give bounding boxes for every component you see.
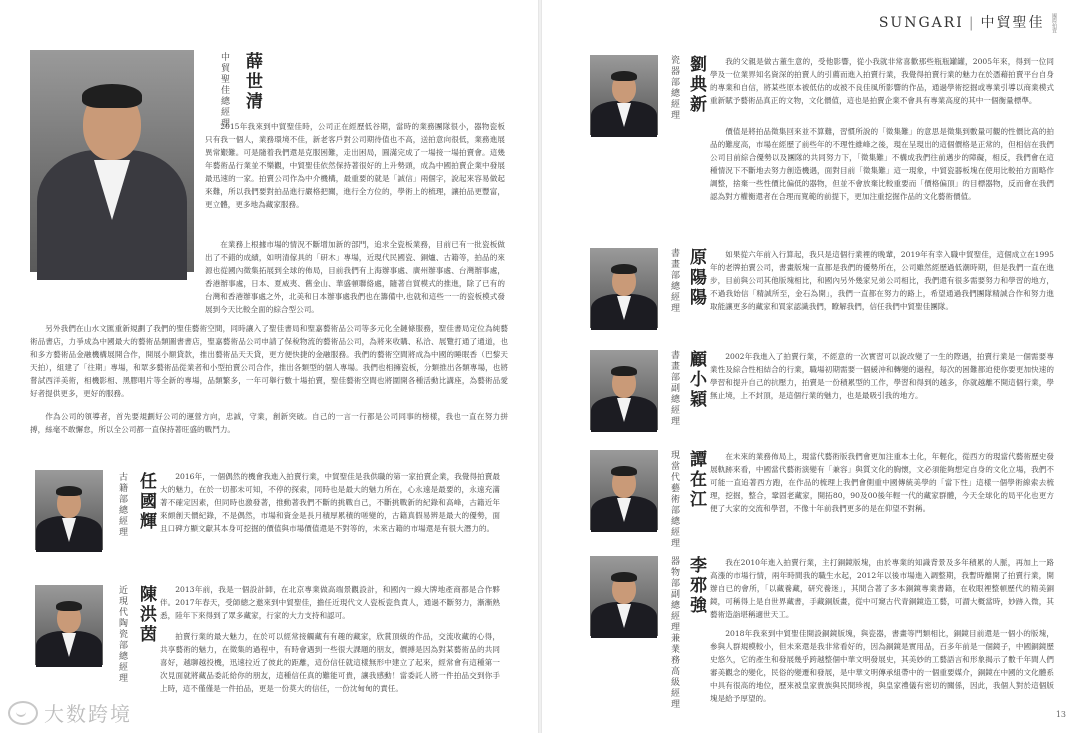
- person-name: 劉典新: [686, 55, 706, 115]
- person-text: 2002年我進入了拍賣行業，不經意的一次實習可以說改變了一生的際遇，拍賣行業是一個需要專業性及綜合性相結合的行業，職場初期需要一個緩沖和轉變的過程，每次的困難都迫使你要更加快速的學習和提升自己的抗壓力，拍賣是一份積累型的工作，學習和得到的越多，你就越離不開這個行業，學無止境，上不封頂，是這個行業的魅力，也是最吸引我的地方。: [710, 352, 1054, 400]
- watermark-logo-icon: [8, 701, 38, 725]
- person-text-2: 拍賣行業的最大魅力，在於可以經常接觸藏有有趣的藏家，欣賞頂級的作品，交流收藏的心得，共享藝術的魅力，在徵集的過程中，有時會遇到一些很大課題的朋友，價搏是因為對某藝術品的共同喜好，越聊越投機，迅速拉近了彼此的距離，這份信任就這樣無形中建立了起來，經常會有這種第一次見面就將藏品委託給你的朋友，這種信任真的難能可貴，讓我感動！當委託人將一件拍品交到你手上時，這不僅僅是一件拍品，更是一份莫大的信任，一份沈甸甸的責任。: [160, 632, 500, 693]
- lead-paragraph-3: 另外我們在山水文匯重新規劃了我們的聖佳藝術空間，同時讓入了聖佳書局和聖嘉藝術品公司等多元化全鏈條服務，聖佳書局定位為純藝術品書店，力爭成為中國最大的藝術品類圖書書店，聖嘉藝術品公司申請了保稅物流的藝術品公司，為將來收購、私洽、展覽打通了通道，也和多方藝術品金融機構展開合作，開展小額貸款，推出藝術品天天貸，更方便快捷的金融服務。我們的藝術空間將成為中國的睡眠香（巴黎天天拍），組建了「往期」專場，和眾多藝術品從業者和小型拍賣公司合作，推出各類型的個人專場。我們也相擁瓷板，分類推出各類專場，也將嘗試西洋美術，相機影相、黑膠唱片等全新的專場，品類繁多，一年可舉行數十場拍賣，聖佳藝術空間也將圍開各種活動比講座，為藝術品愛好者提供更多，更好的服務。: [30, 324, 508, 398]
- person-name: 譚在江: [686, 450, 706, 510]
- brand-header: SUNGARI | 中貿聖佳 國際拍賣: [878, 13, 1057, 33]
- page-number: 13: [1055, 710, 1066, 719]
- lead-paragraph-4: 作為公司的領導者，首先要規劃好公司的運營方向，忠誠，守業，創新突破。自己的一言一行都是公司同事的榜樣，我也一直在努力拼搏，絲毫不敢懈怠，所以全公司都一直保持著旺盛的戰鬥力。: [30, 412, 508, 434]
- person-name: 顧小穎: [686, 350, 706, 410]
- person-name: 陳洪茵: [136, 585, 156, 645]
- right-page: [542, 0, 1080, 733]
- person-title: 古籍部總經理: [117, 472, 127, 538]
- person-portrait-photo: [35, 470, 103, 550]
- person-title: 書畫部副總經理: [669, 350, 679, 427]
- person-text: 2016年，一個偶然的機會我進入拍賣行業，中貿聖佳是我供職的第一家拍賣企業，我覺得拍賣最大的魅力，在於一切都未可知，不停的探索，同時也是最大的魅力所在，心永遠是最要的，永遠充滿著不確定因素，但同時也激發著，推動著我們不斷的挑戰自己，不斷挑戰新的紀錄和高峰，古籍近年來頗創天價紀錄，不是偶然，市場和資金是長月積厚累積的嗟變的，古籍真假易辨是最大的優勢，面且口碑方顯文獻其本身可挖掘的價值與市場價值還是不對等的，未來古籍的市場還是有很大潛力的。: [160, 472, 500, 533]
- person-name: 原陽陽: [686, 248, 706, 308]
- person-title: 瓷器部總經理: [669, 55, 679, 121]
- person-text-2: 價值是將拍品徵集回來並不算難，習慣所說的「徵集難」的意思是徵集到數量可觀的性價比高的拍品的難度高，市場在經歷了前些年的不理性維峰之後，現在呈現出的這個價格是正常的，但相信在我們公司目前綜合優勢以及團隊的共同努力下，「徵集難」不構成我們往前邁步的障礙，相反，我們會在這種情況下不斷地去努力創造機遇，面對目前「徵集難」這一現象，中貿瓷器板塊在使用比較拍方面略作調整，捨棄一些性價比偏低的器物，但並不會放棄比較重要而「價格偏頂」的目標器物，反而會在我們認為對方權衡還者在合理而寬範的前提下，更加注重挖掘作品的文化藝術價值。: [710, 127, 1054, 201]
- person-title: 器物部副總經理兼業務高級經理: [669, 556, 679, 710]
- person-text-2: 2018年我來到中貿聖佳開設銅鏡版塊，與瓷器，書畫等門類相比，銅鏡目前還是一個小的版塊，參與人群規模較小，但未來還是我非常看好的，因為銅鏡是實用品，百多年前是一個鏡子，中國銅鏡歷史悠久，它的產生和發展幾乎跨越整個中華文明發展史，其美妙的工藝語言和形象揭示了數千年間人們審美觀念的變化，民俗的變遷和發展，是中華文明傳承組帶中的一個重要媒介，銅鏡在中國的文化體系中具有很高的地位，歷來被皇家貴族與民間珍視，與皇家禮儀有密切的關係，因此，我個人對於這個版塊是給予厚望的。: [710, 629, 1054, 703]
- person-portrait-photo: [590, 556, 658, 636]
- person-portrait-photo: [590, 55, 658, 135]
- person-portrait-photo: [590, 450, 658, 530]
- person-portrait-photo: [590, 248, 658, 328]
- lead-title: 中貿聖佳總經理: [219, 52, 229, 129]
- person-title: 現當代藝術部總經理: [669, 450, 679, 549]
- watermark: [8, 698, 132, 727]
- person-text: 2013年前，我是一個設計師，在北京專業做高端景觀設計，和國內一線大牌地產商都是合作夥伴。2017年春天，受師總之邀來到中貿聖佳，擔任近現代文人瓷板瓷負責人，通過不斷努力，漸漸熟悉，陸年下來得到了眾多藏家，行家的大力支持和認可。: [160, 585, 500, 620]
- watermark-text: 大数跨境: [44, 702, 132, 726]
- lead-paragraph-2: 在業務上根據市場的情況不斷增加新的部門，追求全瓷板業務，目前已有一批瓷板做出了不錯的成績，如明清傢具的「研木」專場，近現代民國瓷、銅爐、古籍等，拍品的來源也從國內徵集拓展到全球的佈局，目前我們有上海辦事處、廣州辦事處、台灣辦事處，香港辦事處，日本、夏威夷、舊金山、華盛頓聯絡處，隨著自貿模式的推進，除了已有的台灣和香港辦事處之外，北美和日本辦事處我們也在籌備中,也就和這些一一的瓷板模式發展到今天比較全面的綜合型公司。: [205, 240, 505, 314]
- brand-chinese: 中貿聖佳: [980, 15, 1045, 31]
- brand-small: 國際拍賣: [1051, 13, 1057, 33]
- lead-name: 薛世清: [242, 52, 262, 112]
- brand-name: SUNGARI: [878, 15, 964, 31]
- person-text: 在未來的業務佈局上，現當代藝術版我們會更加注重本土化，年輕化，從西方的現當代藝術歷史發展軌跡來看，中國當代藝術演變有「兼容」與質文化的胸懷，文必須能夠想定自身的文化立場，我們不可能一直追著西方跑，在作品的梳理上我們會側重中國傳統美學的「當下性」這樣一個學術線索去梳理，挖掘，整合，鞏固老藏家，開拓80，90及00後年輕一代的藏家群體，今天全球化的局平化也更方便了大家的交流和學習，不像十年前我們更多的是在仰望不對稱。: [710, 452, 1054, 513]
- lead-paragraph-1: 2015年我來到中貿聖佳時，公司正在經歷低谷期，當時的業務團隊很小，器物瓷板只有我一個人，業務環境不佳，新老客戶對公司期待值也不高，送拍意向很低，業務進展異常艱難。可是隨着我們還是克服困難，走出困局，圓滿完成了一場接一場拍賣會。這幾年藝術品行業並不樂觀，中貿聖佳依然保持著很好的上升勢頭，成為中國拍賣企業中發展最迅速的一家。拍賣公司作為中介機構，最重要的就是「誠信」兩個字，說起來容易做起來難，所以我們要對拍品進行嚴格把關，進行全方位的，學術上的梳理，讓拍品更豐富，更立體，更多地為藏家服務。: [205, 122, 505, 209]
- person-text: 我在2010年進入拍賣行業，主打銅鏡版塊，由於專業的知識背景及多年積累的人脈，再加上一路高漲的市場行情，兩年時間我的職生水起，2012年以後市場進入調整期，我暫時離開了拍賣行業，開辦自已的會所，「以藏養藏，研究養迷」，其間合著了多本銅鏡專業書籍，在收眼裡整頓歷代的精美銅鏡，可稱得上是自世界藏書，手藏銅版畫，從中可窺古代青銅鏡造工藝，可謂大概當時，妙跡入微，其藝術造詣堪稱適世天工。: [710, 558, 1054, 619]
- left-page: [0, 0, 538, 733]
- lead-portrait-photo: [30, 50, 194, 272]
- person-text: 如果從六年前入行算起，我只是這個行業裡的晚輩，2019年有幸入職中貿聖佳，這個成立在1995年的老牌拍賣公司，書畫版塊一直都是我們的優勢所在，公司雖然經歷過低潮時期，但是我們一直在進步，目前與公司其他版塊相比，和國內另外幾家兄弟公司相比，我們還有很多需要努力和學習的地方，不過我始信「精誠所至，金石為開」，我們一直都在努力的路上，希望通過我們團隊精誠合作和努力進取能讓更多的藏家和買家認識我們，瞭解我們，信任我們中貿聖佳團隊。: [710, 250, 1054, 311]
- person-portrait-photo: [590, 350, 658, 430]
- person-text: 我的父親是做古董生意的，受他影響，從小我就非常喜歡那些瓶瓶罐罐，2005年來，得到一位同學及一位業界知名資深的拍賣人的引薦而進入拍賣行業，我覺得拍賣行業的魅力在於憑藉拍賣平台自身的專業和自信，將某些原本被低估的或被不良佳風所影響的作品，通過學術挖掘或專業引導以商業模式重新賦予藝術品真正的文物，文化價值，這也是拍賣企業不會具有專業高度的其中一個衡量標準。: [710, 57, 1054, 105]
- person-name: 任國輝: [136, 472, 156, 532]
- person-title: 書畫部總經理: [669, 248, 679, 314]
- person-portrait-photo: [35, 585, 103, 665]
- person-name: 李邪強: [686, 556, 706, 616]
- person-title: 近現代陶瓷部總經理: [117, 585, 127, 684]
